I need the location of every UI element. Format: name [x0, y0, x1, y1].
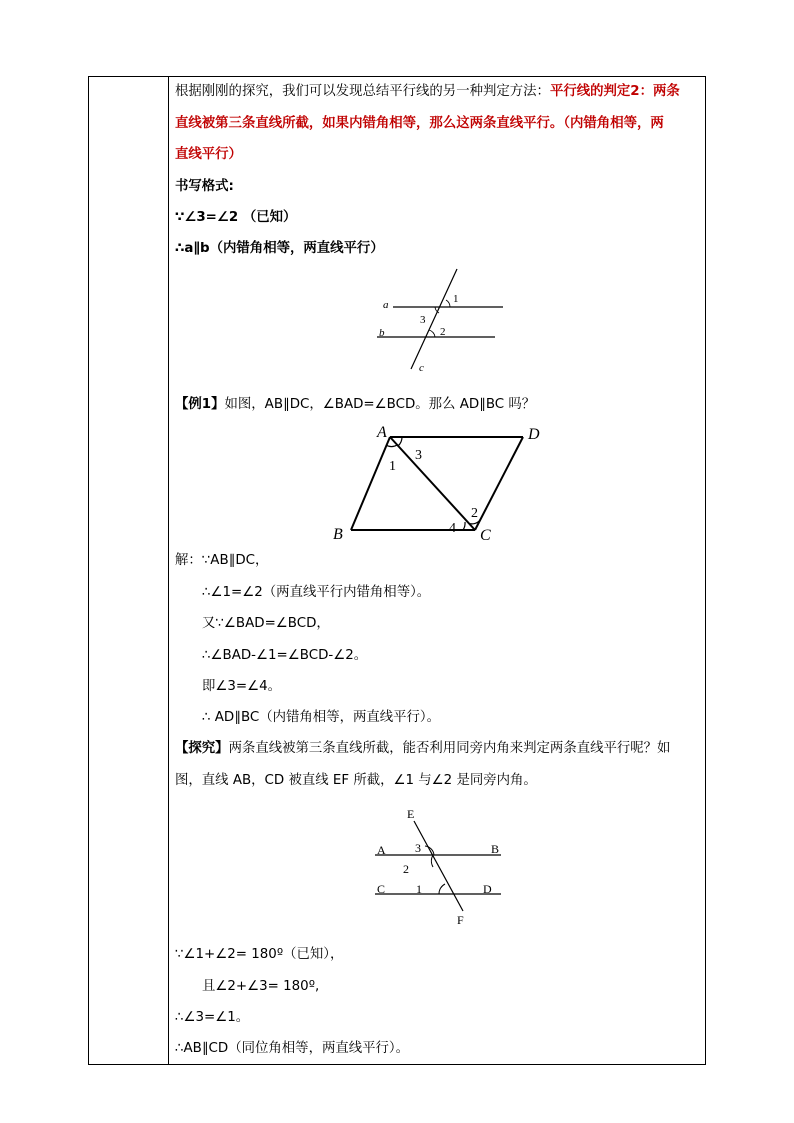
label-D: D — [483, 882, 492, 896]
vertex-D: D — [528, 426, 540, 443]
explore-line-2: 图，直线 AB，CD 被直线 EF 所截，∠1 与∠2 是同旁内角。 — [175, 773, 537, 788]
angle-4-label: 4 — [449, 521, 456, 536]
proof-line-4: ∴AB∥CD（同位角相等，两直线平行）。 — [175, 1041, 409, 1056]
label-C: C — [377, 882, 386, 896]
parallel-lines-figure-1 — [369, 267, 519, 377]
label-B: B — [491, 842, 500, 856]
solution-line-4: ∴∠BAD-∠1=∠BCD-∠2。 — [202, 648, 368, 663]
intro-line-3: 直线平行） — [175, 147, 242, 162]
solution-line-2: ∴∠1=∠2（两直线平行内错角相等）。 — [202, 585, 431, 600]
vertex-B: B — [333, 526, 343, 543]
format-heading: 书写格式: — [175, 179, 234, 194]
angle-1-label: 1 — [389, 459, 396, 474]
proof-line-1: ∵∠1+∠2= 180º（已知）， — [175, 947, 344, 962]
solution-line-5: 即∠3=∠4。 — [202, 679, 282, 694]
proof-line-2: 且∠2+∠3= 180º, — [202, 979, 320, 994]
parallelogram-figure — [327, 417, 557, 547]
left-column-cell — [89, 77, 169, 1064]
angle-2-label: 2 — [440, 326, 446, 338]
lesson-table — [88, 76, 706, 1065]
label-E: E — [407, 807, 415, 821]
angle-1-label: 1 — [453, 293, 459, 305]
explore-tag: 【探究】 — [175, 741, 229, 756]
intro-line-2: 直线被第三条直线所截，如果内错角相等，那么这两条直线平行。（内错角相等，两 — [175, 116, 664, 131]
label-c: c — [419, 362, 424, 374]
example-tag: 【例1】 — [175, 397, 225, 412]
solution-line-6: ∴ AD∥BC（内错角相等，两直线平行）。 — [202, 710, 441, 725]
angle-2-label: 2 — [403, 862, 409, 876]
angle-3-label: 3 — [420, 314, 426, 326]
proof-line-3: ∴∠3=∠1。 — [175, 1010, 250, 1025]
format-step-1: ∵∠3=∠2 （已知） — [175, 210, 297, 225]
explore-line-1 — [175, 739, 670, 759]
angle-2-label: 2 — [471, 506, 478, 521]
example-text: 如图，AB∥DC，∠BAD=∠BCD。那么 AD∥BC 吗？ — [224, 397, 536, 412]
label-a: a — [383, 299, 389, 311]
explore-text: 两条直线被第三条直线所截，能否利用同旁内角来判定两条直线平行呢？如 — [228, 741, 671, 756]
theorem-text: 平行线的判定2：两条 — [549, 84, 680, 99]
vertex-A: A — [377, 424, 387, 441]
intro-text: 根据刚刚的探究，我们可以发现总结平行线的另一种判定方法： — [175, 84, 550, 99]
solution-line-3: 又∵∠BAD=∠BCD， — [202, 616, 330, 631]
solution-line-1: 解：∵AB∥DC， — [175, 553, 269, 568]
angle-1-label: 1 — [416, 882, 422, 896]
label-A: A — [377, 843, 386, 857]
label-F: F — [457, 913, 464, 927]
label-b: b — [379, 327, 385, 339]
example-line — [175, 395, 535, 415]
angle-3-label: 3 — [415, 448, 422, 463]
same-side-angles-figure — [369, 807, 509, 932]
angle-3-label: 3 — [415, 841, 421, 855]
intro-line-1 — [175, 82, 680, 102]
format-step-2: ∴a∥b（内错角相等，两直线平行） — [175, 241, 384, 256]
vertex-C: C — [480, 527, 491, 544]
